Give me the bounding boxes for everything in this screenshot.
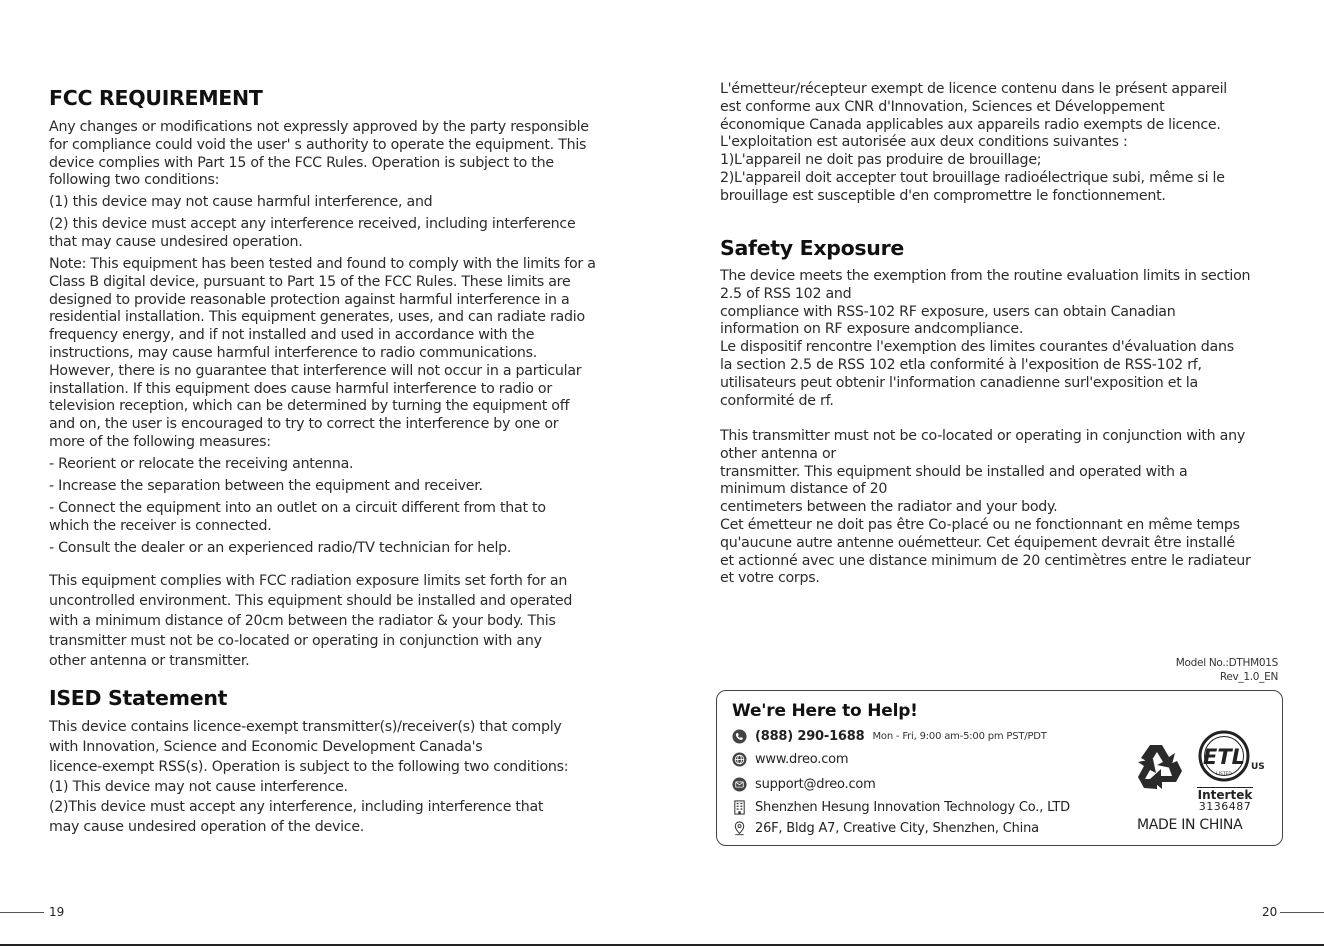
fcc-measure-2: - Increase the separation between the equipment and receiver. bbox=[49, 478, 483, 494]
etl-listed-logo bbox=[1197, 727, 1267, 789]
model-number: Model No.:DTHM01S bbox=[1175, 657, 1278, 669]
phone-row bbox=[732, 729, 1047, 744]
address-row bbox=[732, 821, 1039, 836]
company-name: Shenzhen Hesung Innovation Technology Co., LTD bbox=[755, 800, 1070, 815]
fcc-exposure: This equipment complies with FCC radiation exposure limits set forth for an uncontrolled environment. This equipment should be installed and operated with a minimum distance of 20cm between the radiator & your body. This transmitter must not be co-located or operating in conjunction with any other antenna or transmitter. bbox=[49, 573, 573, 669]
phone-number: (888) 290-1688 bbox=[755, 729, 865, 744]
fcc-condition-1: (1) this device may not cause harmful interference, and bbox=[49, 194, 433, 210]
company-row bbox=[732, 800, 1070, 815]
email-row bbox=[732, 777, 876, 792]
fcc-measure-3: - Connect the equipment into an outlet on a circuit different from that to which the receiver is connected. bbox=[49, 500, 546, 534]
svg-text:LISTED: LISTED bbox=[1216, 772, 1232, 777]
fcc-note: Note: This equipment has been tested and found to comply with the limits for a Class B digital device, pursuant to Part 15 of the FCC Rules. These limits are designed to provide reasonable protection against harmful interference in a residential installation. This equipment generates, uses, and can radiate radio frequency energy, and if not installed and used in accordance with the instructions, may cause harmful interference to radio communications. However, there is no guarantee that interference will not occur in a particular installation. If this equipment does cause harmful interference to radio or television reception, which can be determined by turning the equipment off and on, the user is encouraged to try to correct the interference by one or more of the following measures: bbox=[49, 256, 596, 450]
model-info bbox=[1100, 656, 1278, 684]
right-page-number: 20 bbox=[1262, 905, 1278, 919]
fcc-condition-2: (2) this device must accept any interference received, including interference that may cause undesired operation. bbox=[49, 216, 576, 250]
address: 26F, Bldg A7, Creative City, Shenzhen, China bbox=[755, 821, 1039, 836]
transmitter-colocation-text: This transmitter must not be co-located or operating in conjunction with any other antenna or transmitter. This equipment should be installed and operated with a minimum distance of 20 centimeters between the radiator and your body. Cet émetteur ne doit pas être Co-placé ou ne fonctionnant en même temps qu'aucune autre antenne ouémetteur. Cet équipement devrait être installé et actionné avec une distance minimum de 20 centimètres entre le radiateur et votre corps. bbox=[720, 428, 1251, 587]
website-row bbox=[732, 752, 848, 767]
help-box bbox=[716, 690, 1283, 846]
phone-icon bbox=[732, 729, 747, 744]
intertek-mark bbox=[1197, 787, 1253, 813]
fcc-intro: Any changes or modifications not expressly approved by the party responsible for compliance could void the user' s authority to operate the equipment. This device complies with Part 15 of the FCC Rules. Operation is subject to the following two conditions: bbox=[49, 119, 589, 189]
etl-us-mark: US bbox=[1251, 762, 1265, 772]
right-page-rule bbox=[1280, 912, 1324, 913]
location-icon bbox=[732, 821, 747, 836]
email-link[interactable]: support@dreo.com bbox=[755, 777, 876, 792]
revision: Rev_1.0_EN bbox=[1219, 671, 1278, 683]
support-hours: Mon - Fri, 9:00 am-5:00 pm PST/PDT bbox=[872, 731, 1047, 742]
svg-text:ETL: ETL bbox=[1202, 745, 1246, 769]
left-page-number: 19 bbox=[49, 905, 65, 919]
made-in-label: MADE IN CHINA bbox=[1137, 817, 1243, 833]
intertek-number: 3136487 bbox=[1198, 800, 1252, 813]
fcc-measure-4: - Consult the dealer or an experienced radio/TV technician for help. bbox=[49, 540, 512, 556]
recycle-icon bbox=[1128, 741, 1188, 799]
building-icon bbox=[732, 800, 747, 815]
intertek-label: Intertek bbox=[1197, 788, 1253, 802]
fcc-measure-1: - Reorient or relocate the receiving antenna. bbox=[49, 456, 354, 472]
fcc-title: FCC REQUIREMENT bbox=[49, 86, 263, 110]
mail-icon bbox=[732, 777, 747, 792]
help-title: We're Here to Help! bbox=[732, 701, 918, 721]
website-link[interactable]: www.dreo.com bbox=[755, 752, 849, 767]
safety-exposure-text: The device meets the exemption from the routine evaluation limits in section 2.5 of RSS 102 and compliance with RSS-102 RF exposure, users can obtain Canadian information on RF exposure andcompliance. Le dispositif rencontre l'exemption des limites courantes d'évaluation dans la section 2.5 de RSS 102 etla conformité à l'exposition de RSS-102 rf, utilisateurs peut obtenir l'information canadienne surl'exposition et la conformité de rf. bbox=[720, 268, 1251, 409]
french-ised-statement: L'émetteur/récepteur exempt de licence contenu dans le présent appareil est conforme aux CNR d'Innovation, Sciences et Développement économique Canada applicables aux appareils radio exempts de licence. L'exploitation est autorisée aux deux conditions suivantes : 1)L'appareil ne doit pas produire de brouillage; 2)L'appareil doit accepter tout brouillage radioélectrique subi, même si le brouillage est susceptible d'en compromettre le fonctionnement. bbox=[720, 81, 1227, 204]
left-page-rule bbox=[0, 912, 44, 913]
safety-title: Safety Exposure bbox=[720, 236, 905, 260]
globe-icon bbox=[732, 752, 747, 767]
ised-title: ISED Statement bbox=[49, 686, 228, 710]
ised-statement: This device contains licence-exempt transmitter(s)/receiver(s) that comply with Innovation, Science and Economic Development Canada's licence-exempt RSS(s). Operation is subject to the following two conditions: (1) This device may not cause interference. (2)This device must accept any interference, including interference that may cause undesired operation of the device. bbox=[49, 719, 569, 835]
